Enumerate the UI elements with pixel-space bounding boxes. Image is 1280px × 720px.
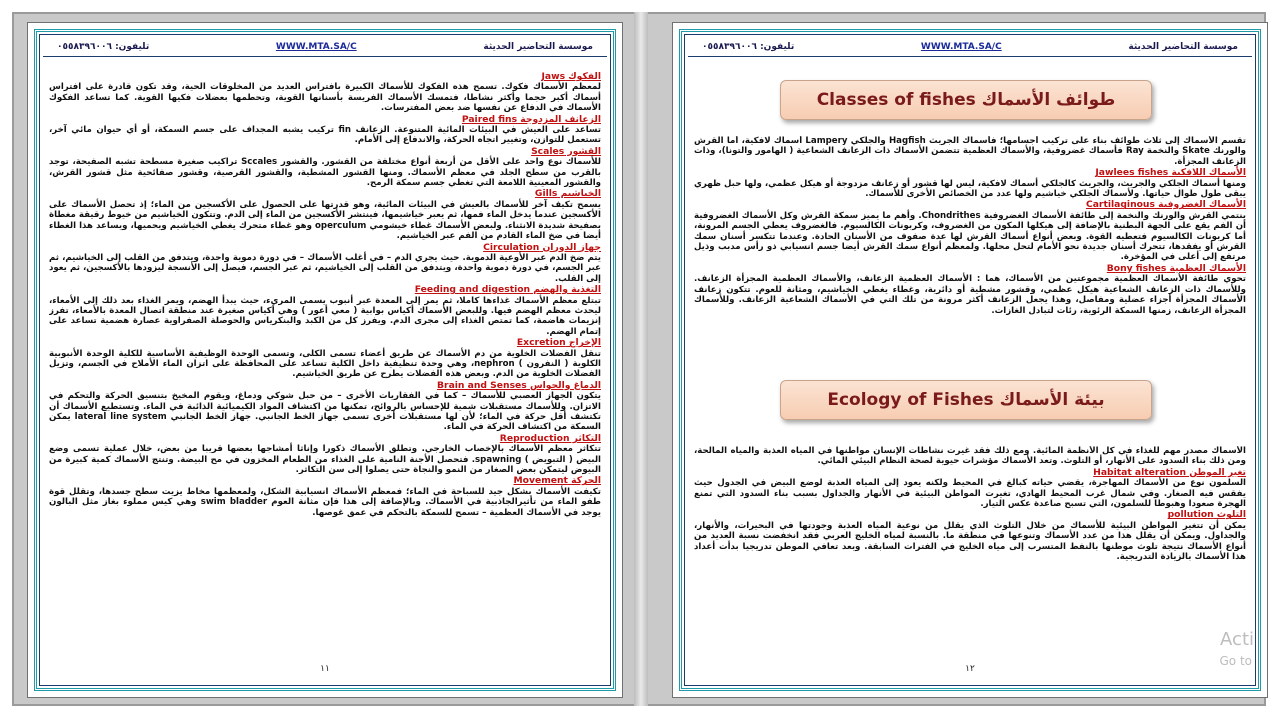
left-section-paragraph (49, 381, 601, 433)
ecology-section-heading: التلوث pollution (1167, 509, 1246, 521)
left-section-heading: الدماغ والحواس Brain and Senses (437, 379, 601, 391)
left-section-heading: الحركة Movement (513, 475, 601, 487)
left-section-heading: القشور Scales (531, 145, 601, 157)
class-section-heading: الأسماك اللافكية Jawlees fishes (1095, 167, 1246, 179)
class-section-text: ينتمي القرش والورنك والنخمة إلى طائفة الأسماك الغضروفية Chondrithes. وأهم ما يميز سمكة القرش وكل الأسماك الغضروفية أن الفم يقع على الجهة البطنية بالإضافة إلى هيكلها المكون من الغضروف، وكربونات الكالسيوم. فالغضروف يعطي الجسم المرونة، أما كربونات الكالسيوم فتعطيه القوة. وبعض أنواع أسماك القرش لها عدة صفوف من الأسنان الحادة. وعندما تتكسر أسنان سمك القرش أو يفقدها، تتحرك أسنان جديدة نحو الأمام لتحل محلها. ولمعظم أنواع سمك القرش أيضا جسم انسيابي ذو رأس مدبب وذيل مرتفع إلى أعلى في المؤخرة. (694, 210, 1246, 263)
left-section-paragraph (49, 72, 601, 114)
left-section-text: يتكون الجهاز العصبي للأسماك – كما في الفقاريات الأخرى – من حبل شوكي ودماغ، ويقوم المخيخ بتنسيق الحركة والتحكم في الاتزان. وللأسماك مستقبلات شمية للإحساس بالروائح، تمكنها من اكتشاف المواد الكيميائية الذائبة في الماء. وتستطيع الأسماك أن تكتشف أقل حركة في الماء؛ لأن لها مستقبلات أخرى تسمى جهاز الخط الجانبي. جهاز الخط الجانبي lateral line system يمكن السمكة من اكتشاف الحركة في الماء. (49, 391, 601, 433)
left-section-text: يتم ضخ الدم عبر الأوعية الدموية. حيث يجري الدم – في أغلب الأسماك – في دورة دموية واحدة، ويتدفق من القلب إلى الخياشيم، ثم عبر الجسم، في دورة دموية واحدة، ويتدفق من القلب إلى الخياشيم، ثم عبر الجسم، فيصل إلى الأنسجة ليزودها بالأكسجين، ثم يعود إلى القلب. (49, 252, 601, 284)
activation-watermark-line2: Go to (1219, 654, 1252, 668)
header-phone: تليفون: ٠٥٥٨٣٩٦٠٠٦ (702, 41, 795, 52)
ecology-section-text: يمكن أن تتغير المواطن البيئية للأسماك من خلال التلوث الذي يقلل من نوعية المياه العذبة وجودتها في البحيرات، والأنهار، والجداول. ويمكن أن يقلل هذا من عدد الأسماك وتنوعها في منطقة ما. بالنسبة لمياه الخليج العربي فقد انخفضت نسبة العديد من أنواع الأسماك نتيجة تلوث موطنها بالنفط المتسرب إلى مياه الخليج في الفترات السابقة. وبعد تعافي الموطن تدريجيا بدأت أعداد هذا الأسماك بالزيادة التدريجية. (694, 520, 1246, 563)
left-section-paragraph (49, 338, 601, 380)
right-page (672, 22, 1268, 698)
left-section-text: يسمح تكيف آخر للأسماك بالعيش في البيئات المائية، وهو قدرتها على الحصول على الأكسجين من الماء؛ إذ تحصل الأسماك على الأكسجين عندما يدخل الماء فمها، ثم يعبر خياشيمها، فينتشر الأكسجين من الماء إلى الدم. وتتكون الخياشيم من خيوط رقيقة مغطاة بصفيحة شديدة الانثناء. ولبعض الأسماك غطاء خيشومي operculum وهو غطاء متحرك يغطي الخياشيم ويحميها، ويساعد هذا الغطاء أيضا في ضخ الماء القادم من الفم عبر الخياشيم. (49, 199, 601, 242)
left-section-text: تكيفت الأسماك بشكل جيد للسباحة في الماء؛ فمعظم الأسماك انسيابية الشكل، ولمعظمها مخاط يزيت سطح جسدها، وتقلل قوة طفو الماء من تأثيرالجاذبية في الأسماك. وبالإضافة إلى هذا فإن مثانة العوم swim bladder وهي كيس مملوء بغاز مثل البالون يوجد في الأسماك العظمية – تسمح للسمكة بالتحكم في عمق غوصها. (49, 486, 601, 518)
class-section-paragraph (694, 168, 1246, 199)
ecology-banner: Ecology of Fishes بيئة الأسماك (780, 380, 1152, 420)
right-page-header (688, 37, 1252, 57)
left-section-heading: الزعانف المزدوجة Paired fins (461, 113, 601, 125)
left-section-text: لمعظم الأسماك فكوك. تسمح هذه الفكوك للأسماك الكبيرة بافتراس العديد من المخلوقات الحية، وقد تكون قادرة على افتراس أسماك أكبر حجما وأكثر نشاطا، فتمسك الأسماك الفريسة بأسنانها القوية، وتحطمها بعضلات فكيها القوية. كما تساعد الفكوك الأسماك في الدفاع عن نفسها ضد بعض المفترسات. (49, 82, 601, 114)
class-section-heading: الأسماك الغضروفية Cartilaginous (1085, 199, 1246, 211)
left-page-header (43, 37, 607, 57)
left-page (27, 22, 623, 698)
left-section-heading: الإخراج Excretion (516, 337, 601, 349)
ecology-section-heading: تغير الموطن Habitat alteration (1093, 466, 1246, 478)
class-section-paragraph (694, 200, 1246, 262)
left-section-text: تتكاثر معظم الأسماك بالإخصاب الخارجي. وتطلق الأسماك ذكورا وإناثا أمشاجها بعضها قريبا من بعض، خلال عملية تسمى وضع البيض ( التبويض ) spawning. فتحصل الأجنة النامية على الغذاء من الطعام المخزون في مح البيضة. وتنتج الأسماك كمية كبيرة من البيوض ليتمكن بعض الصغار من النمو والنجاة حتى يصلوا إلى سن التكاثر. (49, 444, 601, 476)
class-section-heading: الأسماك العظمية Bony fishes (1106, 262, 1246, 274)
left-section-text: للأسماك نوع واحد على الأقل من أربعة أنواع مختلفة من القشور. والقشور Sccales تراكيب صغيرة مسطحة تشبه الصفيحة، توجد بالقرب من سطح الجلد في معظم الأسماك. ومنها القشور المشطية، والقشور القرصية، وقشور صفائحية مثل قشور القرش، والقشور المعينية اللامعة التي تغطي جسم سمكة الرمح. (49, 157, 601, 189)
ecology-body (694, 446, 1246, 648)
class-section-paragraph (694, 264, 1246, 316)
left-section-paragraph (49, 115, 601, 146)
header-website-link[interactable]: WWW.MTA.SA/C (275, 41, 357, 52)
header-phone: تليفون: ٠٥٥٨٣٩٦٠٠٦ (57, 41, 150, 52)
left-section-heading: التكاثر Reproduction (499, 432, 601, 444)
class-section-text: تحوي طائفة الأسماك العظمية مجموعتين من الأسماك، هما : الأسماك العظمية الزعانف، والأسماك العظمية المجزأة الزعانف. وللأسماك ذات الزعانف الشعاعية هيكل عظمي، وقشور مشطية أو دائرية، وغطاء يغطي الخياشيم، ومثانة للعوم. تتكون زعانف الأسماك المجزأة أجزاء عضلية ومفاصل، وهذا يجعل الزعانف أكثر مرونة من تلك التي في الأسماك الشعاعية الزعانف. وللأسماك المجزأة الزعانف، زمنها السمكة الرئوية، رئات لتبادل الغازات. (694, 274, 1246, 316)
right-page-border (679, 29, 1261, 691)
ecology-intro: الأسماك مصدر مهم للغذاء في كل الأنظمة المائية. ومع ذلك فقد غيرت نشاطات الإنسان مواطنها في المياه العذبة والمياه المالحة، ومن ذلك بناء السدود على الأنهار، أو التلوث. وتعد الأسماك مؤشرات حيوية لصحة النظام البيئي المائي. (694, 446, 1246, 467)
left-page-number: ١١ (320, 664, 330, 674)
classes-intro: تقسم الأسماك إلى ثلاث طوائف بناء على تركيب أجسامها؛ فأسماك الجريث Hagfish والجلكي Lampery أسماك لافكية، أما القرش والورنك Skate والنخمة Ray فأسماك غضروفية، والأسماك العظمية تتضمن الأسماك ذات الزعانف الشعاعية ( الهامور والتونا)، وذات الزعانف المجزأة. (694, 136, 1246, 167)
book-gutter (634, 12, 648, 706)
header-institution: موسسة التحاضير الحديثة (483, 41, 593, 52)
classes-body (694, 136, 1246, 364)
left-section-heading: الخياشيم Gills (534, 188, 601, 200)
left-section-paragraph (49, 285, 601, 337)
ecology-section-paragraph (694, 510, 1246, 562)
ecology-section-paragraph (694, 468, 1246, 510)
ecology-section-text: السلمون نوع من الأسماك المهاجرة، يقضي حياته كبالغ في المحيط ولكنه يعود إلى المياه العذبة لوضع البيض في الجدول حيث يفقس فيه الصغار. وفي شمال غرب المحيط الهادي، تغيرت المواطن البيئية في الأنهار والجداول بسبب بناء السدود التي تمنع الهجرة صعودا وهبوطا للسلمون، التي تسبح صاعدة عكس التيار. (694, 478, 1246, 510)
left-section-paragraph (49, 243, 601, 285)
left-section-paragraph (49, 189, 601, 241)
right-page-number: ١٢ (965, 664, 975, 674)
class-section-text: ومنها أسماك الجلكي والجريث، والجريث كالجلكي أسماك لافكية، ليس لها قشور أو زعانف مزدوجة أو هيكل عظمي، ولها حبل ظهري يبقى طول طوال حياتها. ولأسماك الجلكي خياشيم ولها عدد من الخصائص الأخرى للأسماك. (694, 178, 1246, 200)
activation-watermark-line1: Acti (1220, 629, 1254, 650)
left-page-body (49, 72, 601, 658)
left-section-text: تساعد على العيش في البيئات المائية المتنوعة. الزعانف fin تركيب يشبه المجداف على جسم السمكة، أو أي حيوان مائي آخر، تستعمل للتوازن، وتغيير اتجاه الحركة، والاندفاع إلى الأمام. (49, 125, 601, 146)
left-section-paragraph (49, 434, 601, 476)
left-section-heading: جهاز الدوران Circulation (483, 241, 601, 253)
classes-banner: Classes of fishes طوائف الأسماك (780, 80, 1152, 120)
header-website-link[interactable]: WWW.MTA.SA/C (920, 41, 1002, 52)
left-page-border (34, 29, 616, 691)
header-institution: موسسة التحاضير الحديثة (1128, 41, 1238, 52)
left-section-text: تبتلع معظم الأسماك غذاءها كاملا، ثم يمر إلى المعدة عبر أنبوب يسمى المريء، حيث يبدأ الهضم، ويمر الغذاء بعد ذلك إلى الأمعاء، ليحدث معظم الهضم فيها. وللبعض الأسماك أكياس بوابية ( معي أعور ) وهي أكياس صغيرة عند منطقة اتصال المعدة بالأمعاء، تفرز إنزيمات هاضمة، كما تمتص الغذاء إلى مجرى الدم. ويفرز كل من الكبد والبنكرياس والحوصلة الصفراوية عصارة هضمية تساعد على إتمام الهضم. (49, 295, 601, 337)
left-section-paragraph (49, 476, 601, 518)
left-section-heading: الفكوك Jaws (541, 72, 601, 82)
left-section-heading: التغذية والهضم Feeding and digestion (414, 284, 601, 296)
left-section-paragraph (49, 147, 601, 189)
left-section-text: تنقل الفضلات الخلوية من دم الأسماك عن طريق أعضاء تسمى الكلى، وتسمى الوحدة الوظيفية الأساسية للكلية الوحدة الأنبوبية الكلوية ( النفرون ) nephron، وهي وحدة تنظيفية داخل الكلية تساعد على المحافظة على اتزان الماء الأملاح في الجسم، وتزيل الفضلات الخلوية من الدم. وبعض هذه الفضلات يطرح عن طريق الخياشيم. (49, 348, 601, 380)
